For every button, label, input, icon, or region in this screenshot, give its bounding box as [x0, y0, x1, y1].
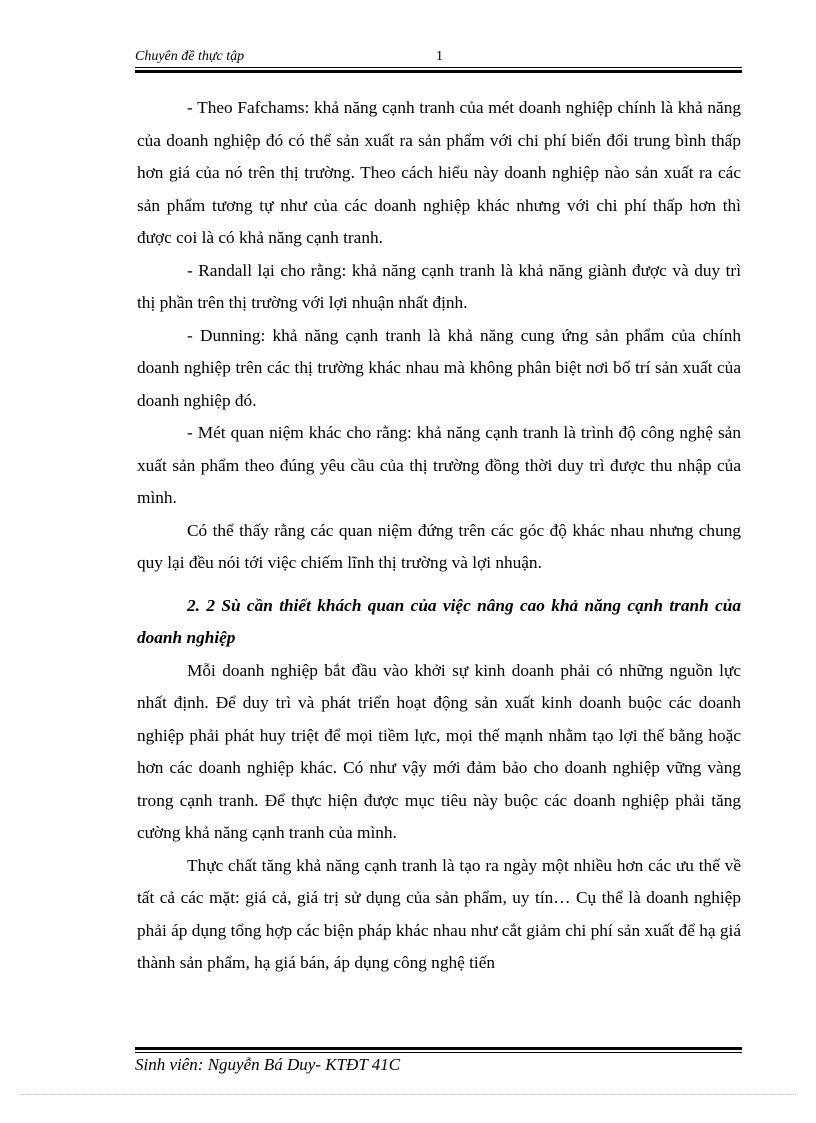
header-title: Chuyên đề thực tập: [135, 49, 245, 64]
footer-author: Sinh viên: Nguyễn Bá Duy- KTĐT 41C: [135, 1055, 401, 1074]
paragraph-other-view: - Mét quan niệm khác cho rằng: khả năng cạnh tranh là trình độ công nghệ sản xuất sản phẩm theo đúng yêu cầu của thị trường đồng thời duy trì được thu nhập của mình.: [137, 423, 741, 507]
paragraph-conclusion: Có thể thấy rằng các quan niệm đứng trên các góc độ khác nhau nhưng chung quy lại đều nói tới việc chiếm lĩnh thị trường và lợi nhuận.: [137, 520, 741, 572]
paragraph-randall: - Randall lại cho rằng: khả năng cạnh tranh là khả năng giành được và duy trì thị phần trên thị trường với lợi nhuận nhất định.: [137, 260, 741, 312]
paragraph-fafchams: - Theo Fafchams: khả năng cạnh tranh của mét doanh nghiệp chính là khả năng của doanh nghiệp đó có thể sản xuất ra sản phẩm với chi phí biến đổi trung bình thấp hơn giá của nó trên thị trường. Theo cách hiểu này doanh nghiệp nào sản xuất ra các sản phẩm tương tự như của các doanh nghiệp khác nhưng với chi phí thấp hơn thì được coi là có khả năng cạnh tranh.: [137, 98, 741, 247]
section-heading: 2. 2 Sù cần thiết khách quan của việc nâng cao khả năng cạnh tranh của doanh nghiệp: [137, 595, 741, 647]
paragraph-dunning: - Dunning: khả năng cạnh tranh là khả năng cung ứng sản phẩm của chính doanh nghiệp trên các thị trường khác nhau mà không phân biệt nơi bố trí sản xuất của doanh nghiệp đó.: [137, 325, 741, 410]
footer-rule-thick: [135, 1047, 742, 1050]
page-number: 1: [436, 49, 443, 64]
page-boundary-divider: [20, 1094, 796, 1095]
footer-rule-thin: [135, 1052, 742, 1053]
header-rule-thick: [135, 70, 742, 73]
document-body: [137, 92, 741, 980]
paragraph-necessity: Mỗi doanh nghiệp bắt đầu vào khởi sự kinh doanh phải có những nguồn lực nhất định. Để duy trì và phát triển hoạt động sản xuất kinh doanh buộc các doanh nghiệp phải phát huy triệt để mọi tiềm lực, mọi thế mạnh nhằm tạo lợi thế bằng hoặc hơn các doanh nghiệp khác. Có như vậy mới đảm bảo cho doanh nghiệp vững vàng trong cạnh tranh. Để thực hiện được mục tiêu này buộc các doanh nghiệp phải tăng cường khả năng cạnh tranh của mình.: [137, 660, 741, 842]
header-rule-thin: [135, 67, 742, 68]
paragraph-essence: Thực chất tăng khả năng cạnh tranh là tạo ra ngày một nhiều hơn các ưu thế về tất cả các mặt: giá cả, giá trị sử dụng của sản phẩm, uy tín… Cụ thể là doanh nghiệp phải áp dụng tổng hợp các biện pháp khác nhau như cắt giảm chi phí sản xuất để hạ giá thành sản phẩm, hạ giá bán, áp dụng công nghệ tiến: [137, 855, 741, 972]
